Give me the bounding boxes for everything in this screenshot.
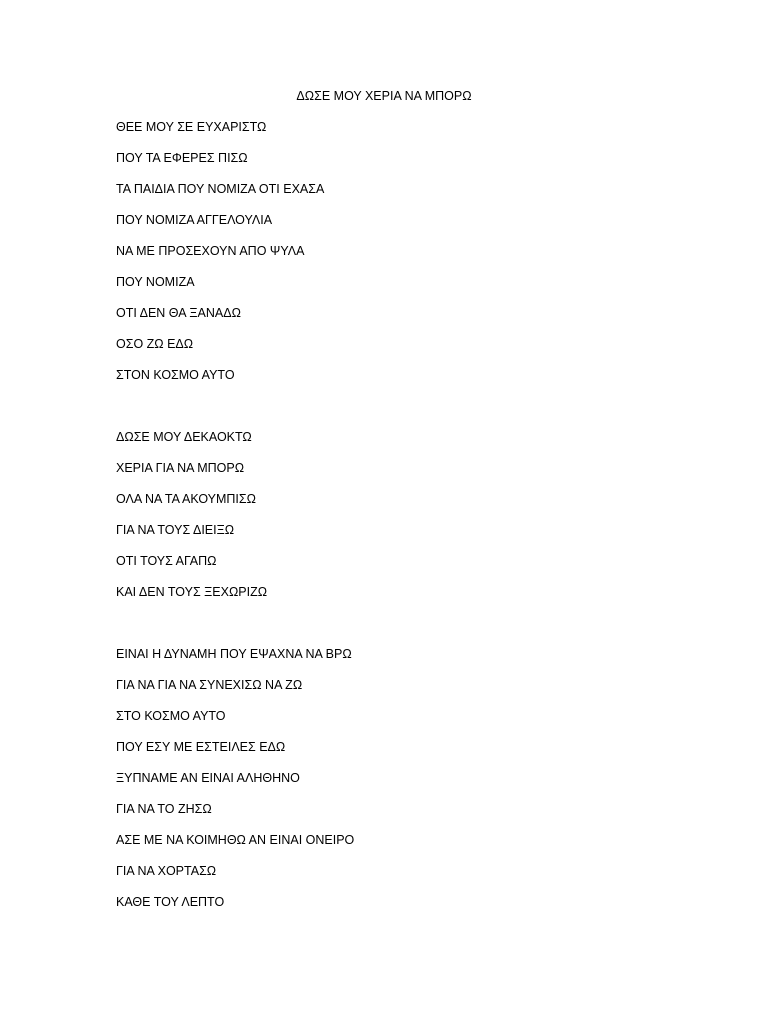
poem-line: ΚΑΘΕ ΤΟΥ ΛΕΠΤΟ [116,895,225,909]
poem-line: ΟΤΙ ΤΟΥΣ ΑΓΑΠΩ [116,554,217,568]
stanza-2 [116,428,676,601]
poem-line: ΓΙΑ ΝΑ ΤΟΥΣ ΔΙΕΙΞΩ [116,523,235,537]
poem-line: ΓΙΑ ΝΑ ΧΟΡΤΑΣΩ [116,864,217,878]
poem-line: ΟΤΙ ΔΕΝ ΘΑ ΞΑΝΑΔΩ [116,306,241,320]
stanza-3 [116,645,676,911]
poem-line: ΠΟΥ ΝΟΜΙΖΑ [116,275,195,289]
poem-line: ΤΑ ΠΑΙΔΙΑ ΠΟΥ ΝΟΜΙΖΑ ΟΤΙ ΕΧΑΣΑ [116,182,325,196]
poem-line: ΑΣΕ ΜΕ ΝΑ ΚΟΙΜΗΘΩ ΑΝ ΕΙΝΑΙ ΟΝΕΙΡΟ [116,833,355,847]
poem-line: ΣΤΟΝ ΚΟΣΜΟ ΑΥΤΟ [116,368,235,382]
poem-line: ΣΤΟ ΚΟΣΜΟ ΑΥΤΟ [116,709,226,723]
stanza-1 [116,118,676,384]
poem-line: ΟΛΑ ΝΑ ΤΑ ΑΚΟΥΜΠΙΣΩ [116,492,256,506]
poem-line: ΠΟΥ ΕΣΥ ΜΕ ΕΣΤΕΙΛΕΣ ΕΔΩ [116,740,286,754]
poem-line: ΝΑ ΜΕ ΠΡΟΣΕΧΟΥΝ ΑΠΟ ΨΥΛΑ [116,244,305,258]
poem-line: ΧΕΡΙΑ ΓΙΑ ΝΑ ΜΠΟΡΩ [116,461,245,475]
poem-line: ΓΙΑ ΝΑ ΤΟ ΖΗΣΩ [116,802,212,816]
document-title: ΔΩΣΕ ΜΟΥ ΧΕΡΙΑ ΝΑ ΜΠΟΡΩ [296,89,472,103]
poem-line: ΔΩΣΕ ΜΟΥ ΔΕΚΑΟΚΤΩ [116,430,252,444]
poem-body [116,118,676,924]
poem-line: ΕΙΝΑΙ Η ΔΥΝΑΜΗ ΠΟΥ ΕΨΑΧΝΑ ΝΑ ΒΡΩ [116,647,352,661]
poem-line: ΚΑΙ ΔΕΝ ΤΟΥΣ ΞΕΧΩΡΙΖΩ [116,585,268,599]
poem-line: ΓΙΑ ΝΑ ΓΙΑ ΝΑ ΣΥΝΕΧΙΣΩ ΝΑ ΖΩ [116,678,303,692]
poem-line: ΞΥΠΝΑΜΕ ΑΝ ΕΙΝΑΙ ΑΛΗΘΗΝΟ [116,771,300,785]
poem-line: ΠΟΥ ΤΑ ΕΦΕΡΕΣ ΠΙΣΩ [116,151,248,165]
poem-line: ΘΕΕ ΜΟΥ ΣΕ ΕΥΧΑΡΙΣΤΩ [116,120,267,134]
poem-line: ΟΣΟ ΖΩ ΕΔΩ [116,337,194,351]
poem-line: ΠΟΥ ΝΟΜΙΖΑ ΑΓΓΕΛΟΥΛΙΑ [116,213,273,227]
stanza-break [116,397,676,428]
stanza-break [116,614,676,645]
